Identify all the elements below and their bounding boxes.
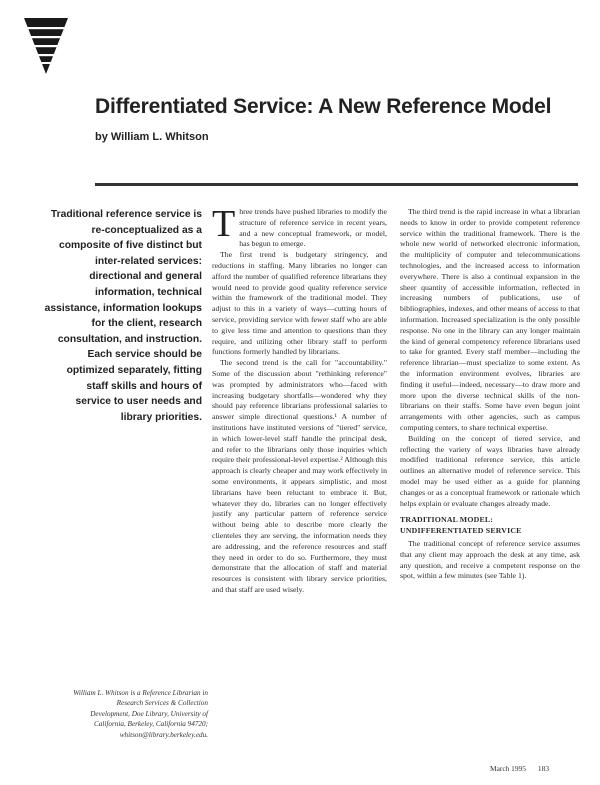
abstract-line: inter-related services: <box>94 255 202 267</box>
author-note-line: California, Berkeley, California 94720; <box>94 720 208 729</box>
body-paragraph: The traditional concept of reference service assumes that any client may approach the desk at any time, ask any question, and receive a competent response on the spot, within a few minutes (see Table 1). <box>400 538 580 581</box>
abstract-line: for the client, research <box>91 318 202 330</box>
abstract-line: library priorities. <box>120 411 202 423</box>
body-paragraph: Building on the concept of tiered service, and reflecting the variety of ways libraries have already modified traditional reference service, this article outlines an alternative model of reference service. This model may be used either as a guide for planning changes or as a conceptual framework or rationale which helps explain or evaluate changes already made. <box>400 433 580 508</box>
header-divider <box>95 183 578 186</box>
body-column-2 <box>400 207 580 582</box>
abstract-line: service to user needs and <box>75 396 202 408</box>
author-note-line: Research Services & Collection <box>116 699 208 708</box>
abstract-line: information, technical <box>95 286 202 298</box>
abstract-line: Traditional reference service is <box>50 209 202 220</box>
body-paragraph: The first trend is budgetary stringency, and reductions in staffing. Many libraries no longer can afford the number of qualified reference librarians they would need to provide good quality reference service within the framework of the traditional model. They adjust to this in a variety of ways—cutting hours of service, providing service with fewer staff who are able to give less time and attention to questions than they require, and utilizing other library staff to perform functions formerly handled by librarians. <box>212 250 387 357</box>
issue-date: March 1995 <box>490 764 526 773</box>
abstract-line: consultation, and instruction. <box>57 333 202 345</box>
abstract-line: composite of five distinct but <box>58 240 202 252</box>
author-note-line: whitson@library.berkeley.edu. <box>119 730 208 739</box>
author-note-line: Development, Doe Library, University of <box>90 709 208 718</box>
abstract-pullquote <box>30 207 202 425</box>
abstract-line: directional and general <box>89 271 202 283</box>
abstract-line: optimized separately, fitting <box>66 364 202 376</box>
body-paragraph <box>212 203 387 250</box>
page-number: 183 <box>537 764 550 773</box>
section-heading-line: UNDIFFERENTIATED SERVICE <box>400 526 522 536</box>
abstract-line: re-conceptualized as a <box>91 224 202 236</box>
page-footer <box>490 764 549 773</box>
author-note-line: William L. Whitson is a Reference Librarian in <box>73 689 208 697</box>
body-column-1 <box>212 203 387 596</box>
abstract-line: assistance, information lookups <box>44 302 202 314</box>
abstract-line: Each service should be <box>87 349 202 361</box>
paragraph-text: hree trends have pushed libraries to modify the structure of reference service in recent years, and a new conceptual framework, or model, has begun to emerge. <box>239 207 387 249</box>
abstract-line: staff skills and hours of <box>86 380 202 392</box>
journal-triangle-logo-icon <box>20 18 72 76</box>
section-heading <box>400 515 580 537</box>
drop-cap: T <box>212 203 236 245</box>
section-heading-line: TRADITIONAL MODEL: <box>400 515 494 525</box>
author-byline: by William L. Whitson <box>95 131 209 143</box>
article-title: Differentiated Service: A New Reference Model <box>95 95 552 118</box>
body-paragraph: The third trend is the rapid increase in what a librarian needs to know in order to provide competent reference service within the traditional framework. There is the whole new world of networked electronic information, the multiplicity of computer and telecommunications technologies, and the increased access to information everywhere. There is also a continual expansion in the sheer quantity of accessible information, reflected in increasing numbers of publications, use of bibliographies, indexes, and other means of access to that information. Increased specialization is the only possible response. No one in the library can any longer maintain the kind of general competency reference librarians used to take for granted. Every staff member—including the reference librarian—must specialize to some extent. As the information environment evolves, libraries are finding it useful—indeed, necessary—to draw more and more upon the diverse technical skills of the non-librarians on their staffs. Some have even begun joint arrangements with other agencies, such as campus computing centers, to share technical expertise. <box>400 207 580 432</box>
author-note <box>20 688 208 740</box>
body-paragraph: The second trend is the call for "accountability." Some of the discussion about "rethinking reference" was prompted by administrators who—faced with increasing budgetary shortfalls—wondered why they should pay reference librarians professional salaries to answer simple directional questions.¹ A number of institutions have instituted versions of "tiered" service, in which lower-level staff handle the principal desk, and refer to the librarians only those inquiries which require their professional-level expertise.² Although this approach is clearly cheaper and may work effectively in some environments, it appears simplistic, and most librarians have been reluctant to embrace it. But, whatever they do, libraries can no longer effectively justify any particular pattern of reference service without being able to describe more clearly the clienteles they are serving, the information needs they are addressing, and the reference resources and staff they need in order to do so. Furthermore, they must demonstrate that the allocation of staff and material resources is consistent with library service priorities, and that staff are used wisely. <box>212 358 387 594</box>
